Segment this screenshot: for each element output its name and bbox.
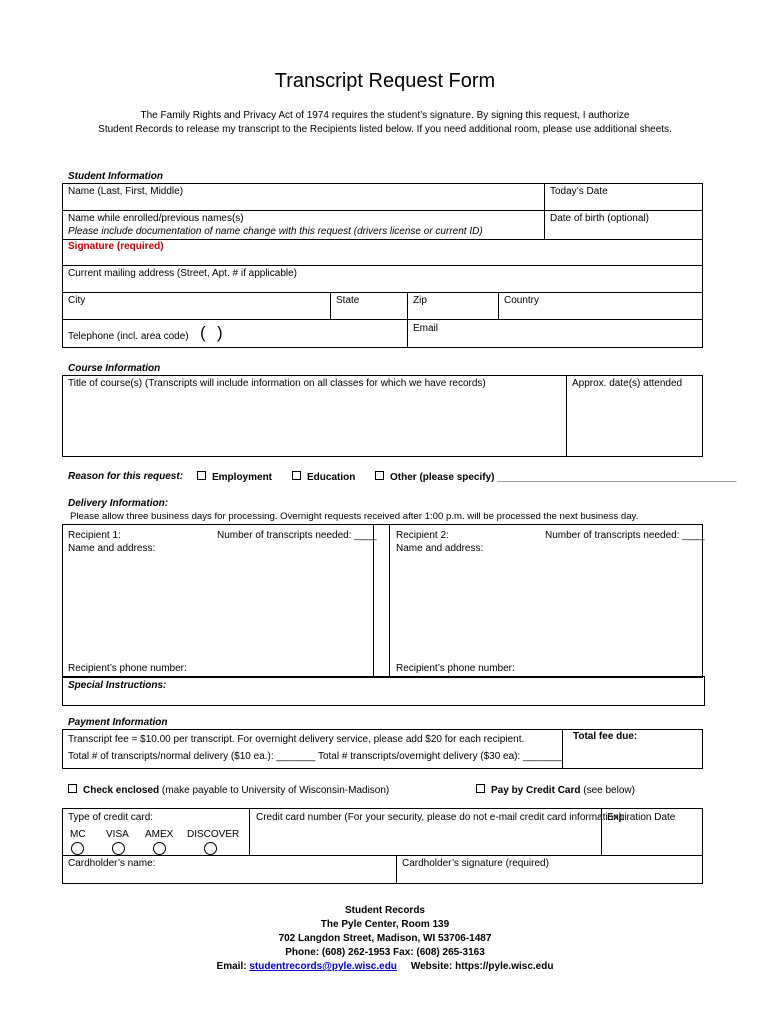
reason-label: Reason for this request: xyxy=(68,471,184,482)
visa-radio[interactable] xyxy=(112,842,125,855)
city-field[interactable]: City xyxy=(68,295,86,306)
delivery-info-heading: Delivery Information: xyxy=(68,498,169,509)
checkbox-icon xyxy=(476,784,485,793)
employment-checkbox[interactable]: Employment xyxy=(197,471,272,483)
recipient-1-address-field[interactable]: Name and address: xyxy=(68,543,156,554)
email-link[interactable]: studentrecords@pyle.wisc.edu xyxy=(249,961,397,972)
name-field[interactable]: Name (Last, First, Middle) xyxy=(68,186,184,197)
amex-label: AMEX xyxy=(145,829,174,840)
footer-address: 702 Langdon Street, Madison, WI 53706-1487 xyxy=(278,933,492,944)
checkbox-icon xyxy=(375,471,384,480)
recipient-2-phone-field[interactable]: Recipient’s phone number: xyxy=(396,663,515,674)
previous-names-field[interactable]: Name while enrolled/previous names(s) xyxy=(68,213,244,224)
totals-field[interactable]: Total # of transcripts/normal delivery ($10 ea.): _______ Total # transcripts/overnight delivery ($30 ea): _______ xyxy=(68,751,562,762)
visa-label: VISA xyxy=(106,829,129,840)
todays-date-field[interactable]: Today’s Date xyxy=(550,186,608,197)
recipient-1-phone-field[interactable]: Recipient’s phone number: xyxy=(68,663,187,674)
date-of-birth-field[interactable]: Date of birth (optional) xyxy=(550,213,649,224)
recipient-1-label: Recipient 1: xyxy=(68,530,121,541)
checkbox-icon xyxy=(68,784,77,793)
mc-radio[interactable] xyxy=(71,842,84,855)
recipient-2-address-field[interactable]: Name and address: xyxy=(396,543,484,554)
fee-text: Transcript fee = $10.00 per transcript. For overnight delivery service, please add $20 for each recipient. xyxy=(68,734,525,745)
checkbox-icon xyxy=(197,471,206,480)
total-fee-field[interactable]: Total fee due: xyxy=(573,731,638,742)
page-title: Transcript Request Form xyxy=(274,70,496,92)
checkbox-icon xyxy=(292,471,301,480)
cardholder-name-field[interactable]: Cardholder’s name: xyxy=(68,858,156,869)
card-number-field[interactable]: Credit card number (For your security, please do not e-mail credit card information): xyxy=(256,812,625,823)
zip-field[interactable]: Zip xyxy=(413,295,427,306)
previous-names-note: Please include documentation of name change with this request (drivers license or current ID) xyxy=(68,226,483,237)
discover-label: DISCOVER xyxy=(187,829,240,840)
delivery-box xyxy=(62,524,703,678)
expiration-date-field[interactable]: Expiration Date xyxy=(607,812,676,823)
mc-label: MC xyxy=(70,829,86,840)
education-checkbox[interactable]: Education xyxy=(292,471,355,483)
telephone-field[interactable]: Telephone (incl. area code) xyxy=(68,331,189,342)
check-enclosed-checkbox[interactable]: Check enclosed (make payable to University of Wisconsin-Madison) xyxy=(68,784,389,796)
intro-line-1: The Family Rights and Privacy Act of 1974 requires the student’s signature. By signing this request, I authorize xyxy=(140,110,630,121)
signature-field[interactable]: Signature (required) xyxy=(68,241,164,252)
mailing-address-field[interactable]: Current mailing address (Street, Apt. # if applicable) xyxy=(68,268,297,279)
state-field[interactable]: State xyxy=(336,295,360,306)
footer-phone-fax: Phone: (608) 262-1953 Fax: (608) 265-3163 xyxy=(285,947,485,958)
footer-office: Student Records xyxy=(344,905,425,916)
recipient-1-count-field[interactable]: Number of transcripts needed: ____ xyxy=(217,530,377,541)
area-code-open-paren: ( xyxy=(200,323,206,342)
recipient-2-label: Recipient 2: xyxy=(396,530,449,541)
special-instructions-label: Special Instructions: xyxy=(68,680,167,691)
payment-info-heading: Payment Information xyxy=(68,717,168,728)
other-checkbox[interactable]: Other (please specify) ___________________________________________ xyxy=(375,471,736,483)
student-info-heading: Student Information xyxy=(68,171,163,182)
delivery-note: Please allow three business days for processing. Overnight requests received after 1:00 p.m. will be processed the next business day. xyxy=(70,511,639,522)
intro-line-2: Student Records to release my transcript to the Recipients listed below. If you need additional room, please use additional sheets. xyxy=(98,124,672,135)
dates-attended-field[interactable]: Approx. date(s) attended xyxy=(572,378,683,389)
course-title-field[interactable]: Title of course(s) (Transcripts will include information on all classes for which we have records) xyxy=(68,378,486,389)
email-field[interactable]: Email xyxy=(413,323,439,334)
discover-radio[interactable] xyxy=(204,842,217,855)
recipient-2-count-field[interactable]: Number of transcripts needed: ____ xyxy=(545,530,705,541)
credit-card-checkbox[interactable]: Pay by Credit Card (see below) xyxy=(476,784,635,796)
footer-contact: Email: studentrecords@pyle.wisc.edu Website: https://pyle.wisc.edu xyxy=(216,961,554,972)
card-type-label: Type of credit card: xyxy=(68,812,154,823)
course-info-heading: Course Information xyxy=(68,363,161,374)
area-code-close-paren: ) xyxy=(217,323,223,342)
country-field[interactable]: Country xyxy=(504,295,540,306)
footer-building: The Pyle Center, Room 139 xyxy=(320,919,450,930)
amex-radio[interactable] xyxy=(153,842,166,855)
cardholder-signature-field[interactable]: Cardholder’s signature (required) xyxy=(402,858,549,869)
